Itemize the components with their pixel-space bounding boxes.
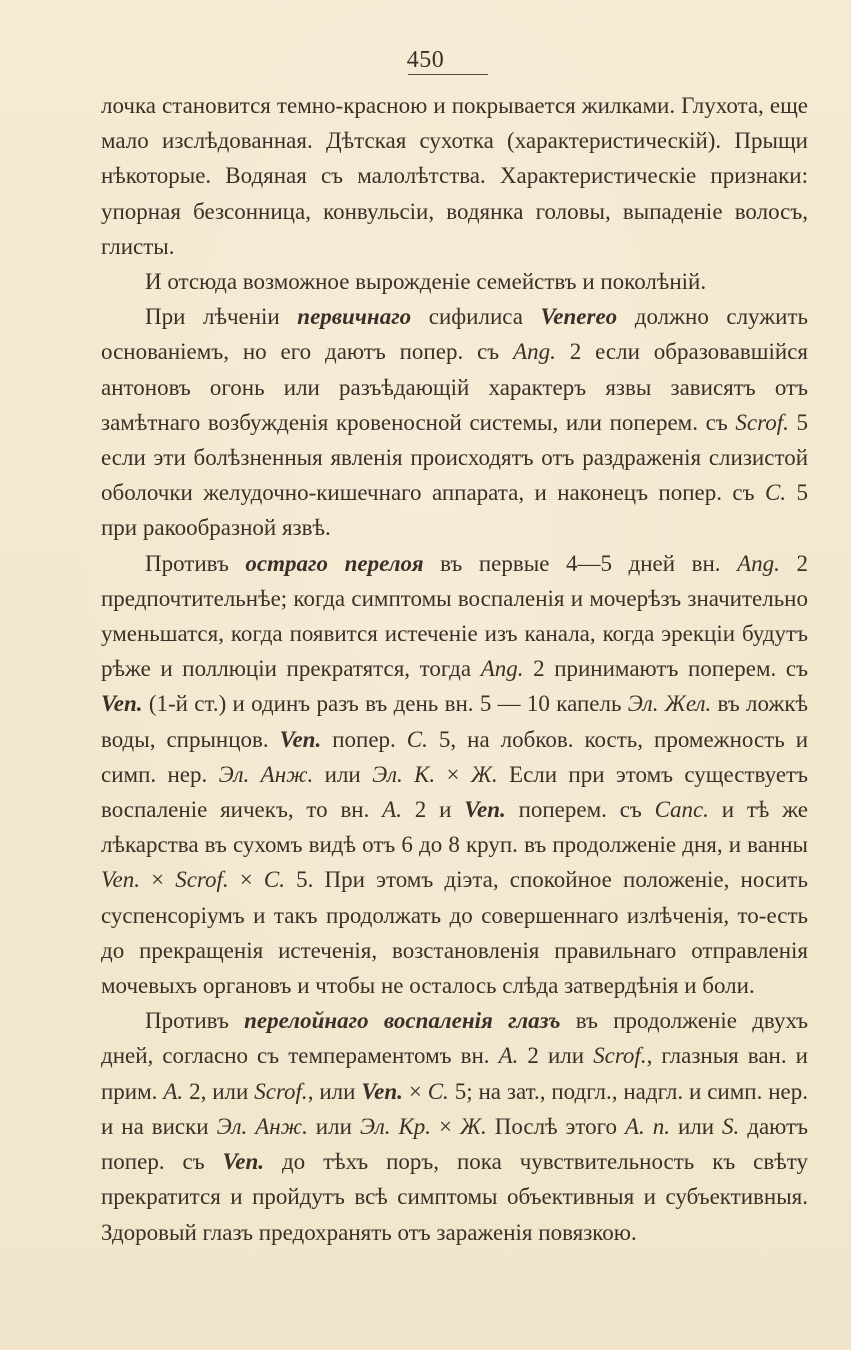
remedy-abbreviation: Ven.: [101, 867, 140, 893]
remedy-abbreviation: Ang.: [480, 656, 524, 682]
emphasized-term: Ven.: [464, 797, 506, 823]
emphasized-term: Ven.: [361, 1078, 403, 1104]
text-run: ×: [435, 761, 471, 787]
text-run: даютъ попер. съ: [101, 1113, 808, 1175]
remedy-abbreviation: A.: [163, 1078, 184, 1104]
text-run: 2 если образовавшійся антоновъ огонь или разъѣдающій характеръ язвы зависятъ отъ замѣтнаго возбужденія кровеносной системы, или поперем. съ: [101, 339, 808, 435]
text-run: 2 предпочтительнѣе; когда симптомы воспаленія и мочерѣзъ значительно уменьшатся, когда появится истеченіе изъ канала, когда эрекціи будутъ рѣже и поллюціи прекратятся, тогда: [101, 550, 809, 682]
remedy-abbreviation: C.: [406, 726, 428, 752]
text-run: При лѣченіи: [145, 304, 298, 330]
remedy-abbreviation: Scrof.: [735, 409, 789, 435]
text-run: , глазныя ван. и прим.: [101, 1043, 808, 1104]
text-run: 2 или: [518, 1043, 594, 1069]
text-run: Послѣ этого: [486, 1113, 625, 1139]
emphasized-term: перелойнаго воспаленія глазъ: [244, 1008, 561, 1034]
text-run: ×: [139, 867, 176, 893]
text-run: до тѣхъ поръ, пока чувствительность къ свѣту прекратится и пройдутъ всѣ симптомы объективныя и субъективныя. Здоровый глазъ предохранять отъ зараженія повязкою.: [101, 1149, 808, 1245]
page-number-underline: [408, 74, 488, 75]
text-run: въ продолженіе двухъ дней, согласно съ темпераментомъ вн.: [101, 1008, 809, 1069]
text-run: 5 если эти болѣзненныя явленія происходятъ отъ раздраженія слизистой оболочки желудочно-кишечнаго аппарата, и наконецъ попер. съ: [101, 409, 809, 506]
remedy-abbreviation: Ang.: [513, 339, 556, 365]
emphasized-term: остраго перелоя: [245, 550, 424, 576]
text-run: 5. При этомъ діэта, спокойное положеніе, носить суспенсоріумъ и такъ продолжать до совершеннаго излѣченія, то-есть до прекращенія истеченія, возстановленія правильнаго отправленія мочевыхъ органовъ и чтобы не осталось слѣда затвердѣнія и боли.: [101, 867, 808, 999]
text-run: Противъ: [145, 550, 246, 576]
text-run: попер.: [321, 726, 407, 752]
remedy-abbreviation: S.: [722, 1113, 740, 1139]
text-run: или: [307, 1113, 360, 1139]
text-run: сифилиса: [411, 304, 541, 330]
text-run: 5, на лобков. кость, промежность и симп. нер.: [101, 726, 809, 787]
text-run: И отсюда возможное вырожденіе семействъ и поколѣній.: [145, 269, 707, 295]
text-run: ×: [228, 867, 264, 893]
remedy-abbreviation: Эл. Анж.: [218, 761, 314, 787]
emphasized-term: Ven.: [222, 1149, 265, 1175]
remedy-abbreviation: A. n.: [625, 1113, 671, 1139]
text-run: и тѣ же лѣкарства въ сухомъ видѣ отъ 6 до 8 круп. въ продолженіе дня, и ванны: [101, 797, 808, 858]
text-run: Если при этомъ существуетъ воспаленіе яичекъ, то вн.: [101, 761, 808, 823]
remedy-abbreviation: Scrof.: [175, 867, 229, 893]
paragraph: [101, 88, 808, 264]
text-run: должно служить основаніемъ, но его даютъ попер. съ: [101, 304, 808, 365]
remedy-abbreviation: Ж.: [459, 1113, 487, 1139]
remedy-abbreviation: Canc.: [654, 797, 709, 823]
remedy-abbreviation: C.: [427, 1078, 449, 1104]
remedy-abbreviation: C.: [764, 480, 787, 506]
page-number: 450: [406, 47, 445, 73]
remedy-abbreviation: Scrof.: [254, 1078, 308, 1104]
remedy-abbreviation: Эл. К.: [372, 761, 436, 787]
paragraph: [101, 546, 808, 1004]
text-run: ×: [431, 1113, 460, 1139]
text-run: поперем. съ: [505, 797, 655, 823]
text-run: Противъ: [145, 1008, 245, 1034]
text-run: или: [313, 761, 373, 787]
emphasized-term: Venereo: [540, 304, 618, 330]
text-run: 5; на зат., подгл., надгл. и симп. нер. и на виски: [101, 1078, 808, 1139]
remedy-abbreviation: Эл. Жел.: [627, 691, 712, 717]
emphasized-term: первичнаго: [297, 304, 412, 330]
paragraph: [101, 299, 808, 545]
paragraph: [101, 264, 808, 299]
text-run: (1-й ст.) и одинъ разъ въ день вн. 5 — 10 капель: [142, 691, 628, 717]
emphasized-term: Ven.: [279, 726, 322, 752]
remedy-abbreviation: Scrof.: [593, 1043, 647, 1069]
remedy-abbreviation: Эл. Анж.: [216, 1113, 308, 1139]
text-run: или: [670, 1113, 723, 1139]
remedy-abbreviation: A.: [382, 797, 402, 823]
text-run: 5 при ракообразной язвѣ.: [101, 480, 809, 541]
text-run: 2 и: [401, 797, 465, 823]
text-run: 2 принимаютъ поперем. съ: [523, 656, 808, 682]
remedy-abbreviation: Ж.: [470, 761, 498, 787]
emphasized-term: Ven.: [101, 691, 143, 717]
text-run: 2, или: [183, 1078, 255, 1104]
text-run: лочка становится темно-красною и покрывается жилками. Глухота, еще мало изслѣдованная. Дѣтская сухотка (характеристическій). Прыщи нѣкоторые. Водяная съ малолѣтства. Характеристическіе признаки: упорная безсонница, конвульсіи, водянка головы, выпаденіе волосъ, глисты.: [101, 93, 808, 259]
text-run: , или: [307, 1078, 362, 1104]
paragraph: [101, 1003, 808, 1249]
remedy-abbreviation: Ang.: [737, 550, 780, 576]
page-body-text: [101, 88, 808, 1250]
remedy-abbreviation: Эл. Кр.: [359, 1113, 432, 1139]
text-run: ×: [402, 1078, 428, 1104]
remedy-abbreviation: A.: [498, 1043, 519, 1069]
remedy-abbreviation: C.: [263, 867, 286, 893]
text-run: въ первые 4—5 дней вн.: [423, 550, 738, 576]
text-run: въ ложкѣ воды, спрынцов.: [101, 691, 808, 752]
